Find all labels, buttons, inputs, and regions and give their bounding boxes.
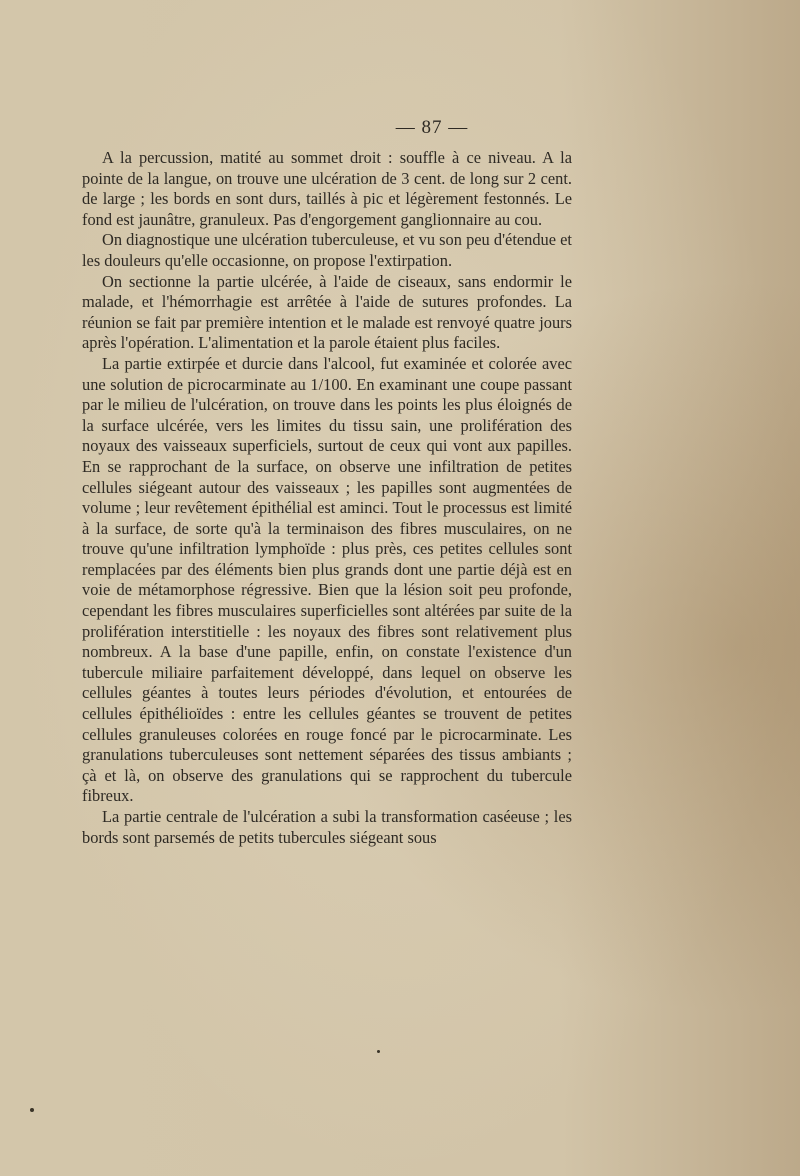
ink-speck: [30, 1108, 34, 1112]
body-text: [82, 148, 572, 848]
page-number: [0, 117, 800, 139]
paragraph-3: On sectionne la partie ulcérée, à l'aide de ciseaux, sans endormir le malade, et l'hémorrhagie est arrêtée à l'aide de sutures profondes. La réunion se fait par première intention et le malade est renvoyé quatre jours après l'opération. L'alimentation et la parole étaient plus faciles.: [82, 271, 572, 353]
paragraph-1: A la percussion, matité au sommet droit : souffle à ce niveau. A la pointe de la langue, on trouve une ulcération de 3 cent. de long sur 2 cent. de large ; les bords en sont durs, taillés à pic et légèrement festonnés. Le fond est jaunâtre, granuleux. Pas d'engorgement ganglionnaire au cou.: [82, 148, 572, 229]
ink-speck: [377, 1050, 380, 1053]
paragraph-5: La partie centrale de l'ulcération a subi la transformation caséeuse ; les bords sont parsemés de petits tubercules siégeant sous: [82, 807, 572, 847]
paragraph-4: La partie extirpée et durcie dans l'alcool, fut examinée et colorée avec une solution de picrocarminate au 1/100. En examinant une coupe passant par le milieu de l'ulcération, on trouve dans les points les plus éloignés de la surface ulcérée, vers les limites du tissu sain, une prolifération des noyaux des vaisseaux superficiels, surtout de ceux qui vont aux papilles. En se rapprochant de la surface, on observe une infiltration de petites cellules siégeant autour des vaisseaux ; les papilles sont augmentées de volume ; leur revêtement épithélial est aminci. Tout le processus est limité à la surface, de sorte qu'à la terminaison des fibres musculaires, on ne trouve qu'une infiltration lymphoïde : plus près, ces petites cellules sont remplacées par des éléments bien plus grands dont une partie déjà est en voie de métamorphose régressive. Bien que la lésion soit peu profonde, cependant les fibres musculaires superficielles sont altérées par suite de la prolifération interstitielle : les noyaux des fibres sont relativement plus nombreux. A la base d'une papille, enfin, on constate l'existence d'un tubercule miliaire parfaitement développé, dans lequel on observe les cellules géantes à toutes leurs périodes d'évolution, et entourées de cellules épithélioïdes : entre les cellules géantes se trouvent de petites cellules granuleuses colorées en rouge foncé par le picrocarminate. Les granulations tuberculeuses sont nettement séparées des tissus ambiants ; çà et là, on observe des granulations qui se rapprochent du tubercule fibreux.: [82, 353, 572, 806]
paragraph-2: On diagnostique une ulcération tuberculeuse, et vu son peu d'étendue et les douleurs qu'elle occasionne, on propose l'extirpation.: [82, 230, 572, 270]
page-number-text: — 87 —: [395, 117, 469, 138]
